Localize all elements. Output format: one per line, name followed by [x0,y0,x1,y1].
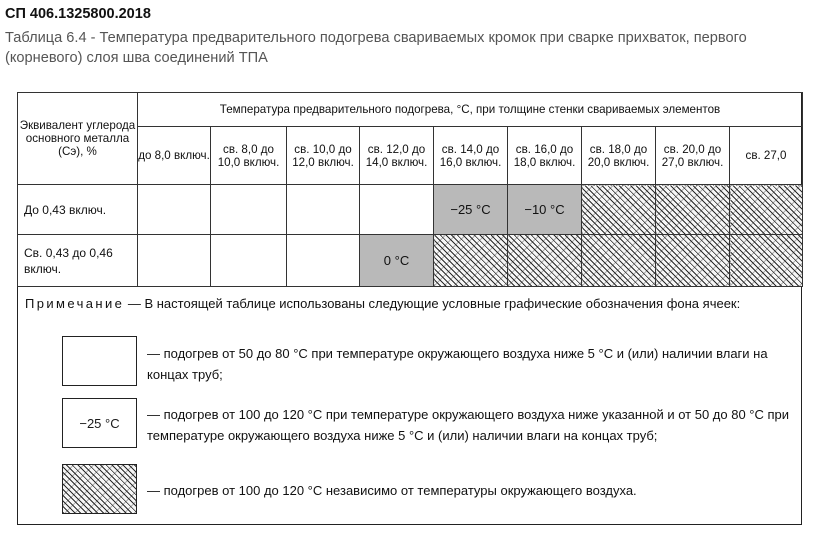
document-code: СП 406.1325800.2018 [5,6,151,22]
note-heading: Примечание [25,296,125,311]
preheat-table [17,92,803,287]
table-cell [582,235,656,287]
table-cell [138,235,211,287]
table-cell [138,185,211,235]
column-header: св. 12,0 до 14,0 включ. [360,127,434,185]
main-header: Температура предварительного подогрева, °С, при толщине стенки свариваемых элементов [138,93,803,127]
table-caption: Таблица 6.4 - Температура предварительного подогрева свариваемых кромок при сварке прихваток, первого (корневого) слоя шва соединений ТПА [5,30,747,66]
column-header: св. 27,0 [730,127,803,185]
table-cell [434,235,508,287]
column-header: св. 14,0 до 16,0 включ. [434,127,508,185]
table-cell [211,235,287,287]
legend-text: — подогрев от 100 до 120 °С независимо от температуры окружающего воздуха. [147,483,637,498]
column-header: св. 8,0 до 10,0 включ. [211,127,287,185]
table-cell [211,185,287,235]
table-cell [287,185,360,235]
legend-text: — подогрев от 50 до 80 °С при температуре окружающего воздуха ниже 5 °С и (или) наличии влаги на концах труб; [147,346,768,382]
corner-header: Эквивалент углерода основного металла (Cэ), % [18,93,138,185]
legend-sample-hatched [62,464,137,514]
table-cell [730,235,803,287]
legend-sample-white [62,336,137,386]
column-header: до 8,0 включ. [138,127,211,185]
table-row [18,185,803,235]
column-header: св. 18,0 до 20,0 включ. [582,127,656,185]
table-cell [287,235,360,287]
note-paragraph [25,294,795,313]
legend-sample-value: −25 °С [62,398,137,448]
table-cell [508,235,582,287]
table-cell [656,235,730,287]
table-cell: 0 °С [360,235,434,287]
table-cell [582,185,656,235]
note-text: — В настоящей таблице использованы следующие условные графические обозначения фона ячеек: [124,296,741,311]
column-header: св. 16,0 до 18,0 включ. [508,127,582,185]
table-cell [656,185,730,235]
table-cell: −25 °С [434,185,508,235]
row-label: До 0,43 включ. [18,185,138,235]
table-cell: −10 °С [508,185,582,235]
column-header: св. 10,0 до 12,0 включ. [287,127,360,185]
legend-text: — подогрев от 100 до 120 °С при температуре окружающего воздуха ниже указанной и от 50 до 80 °С при температуре окружающего воздуха ниже 5 °С и (или) наличии влаги на концах труб; [147,407,790,443]
column-header: св. 20,0 до 27,0 включ. [656,127,730,185]
row-label: Св. 0,43 до 0,46 включ. [18,235,138,287]
table-cell [360,185,434,235]
table-row [18,235,803,287]
table-cell [730,185,803,235]
